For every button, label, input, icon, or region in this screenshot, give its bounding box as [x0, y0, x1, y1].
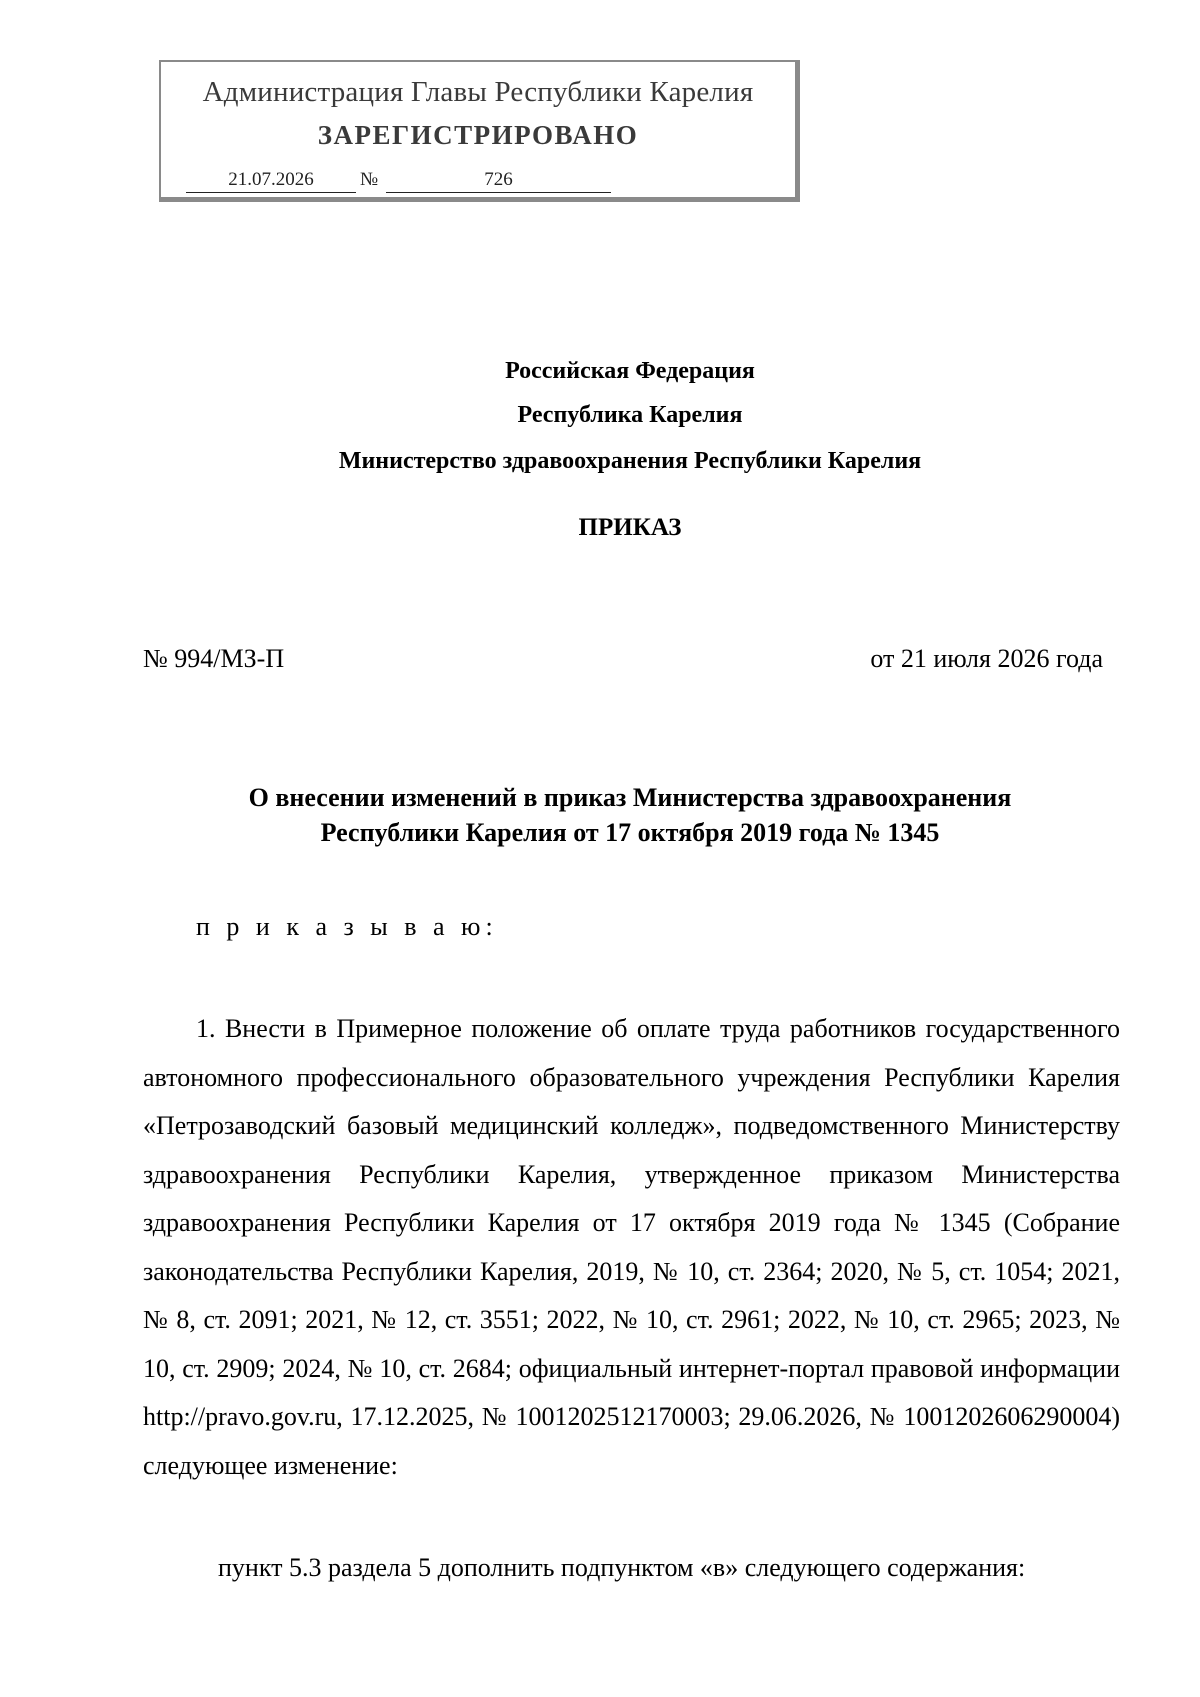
document-title — [150, 780, 1110, 850]
header-country: Российская Федерация — [505, 358, 755, 384]
order-number: № 994/МЗ-П — [143, 644, 285, 673]
body-paragraph-1: 1. Внести в Примерное положение об оплате труда работников государственного автономного профессионального образовательного учреждения Республики Карелия «Петрозаводский базовый медицинский колледж», подведомственного Министерству здравоохранения Республики Карелия, утвержденное приказом Министерства здравоохранения Республики Карелия от 17 октября 2019 года № 1345 (Собрание законодательства Республики Карелия, 2019, № 10, ст. 2364; 2020, № 5, ст. 1054; 2021, № 8, ст. 2091; 2021, № 12, ст. 3551; 2022, № 10, ст. 2961; 2022, № 10, ст. 2965; 2023, № 10, ст. 2909; 2024, № 10, ст. 2684; официальный интернет-портал правовой информации http://pravo.gov.ru, 17.12.2025, № 1001202512170003; 29.06.2026, № 1001202606290004) следующее изменение: — [143, 1014, 1120, 1480]
stamp-date: 21.07.2026 — [186, 168, 356, 193]
header-ministry: Министерство здравоохранения Республики Карелия — [338, 448, 922, 474]
command-word: п р и к а з ы в а ю: — [196, 912, 498, 941]
stamp-organization: Администрация Главы Республики Карелия — [202, 76, 754, 108]
header-republic: Республика Карелия — [517, 402, 743, 428]
stamp-registration-row — [186, 168, 646, 194]
stamp-number-label: № — [360, 169, 379, 190]
document-type: ПРИКАЗ — [578, 514, 682, 541]
order-date: от 21 июля 2026 года — [870, 644, 1103, 673]
registration-stamp — [159, 60, 800, 202]
document-title-line-1: О внесении изменений в приказ Министерства здравоохранения — [248, 783, 1012, 812]
document-title-line-2: Республики Карелия от 17 октября 2019 года № 1345 — [320, 818, 940, 847]
stamp-number: 726 — [386, 168, 611, 193]
body-paragraph-2: пункт 5.3 раздела 5 дополнить подпунктом «в» следующего содержания: — [218, 1553, 1026, 1582]
stamp-status: ЗАРЕГИСТРИРОВАНО — [317, 120, 639, 150]
